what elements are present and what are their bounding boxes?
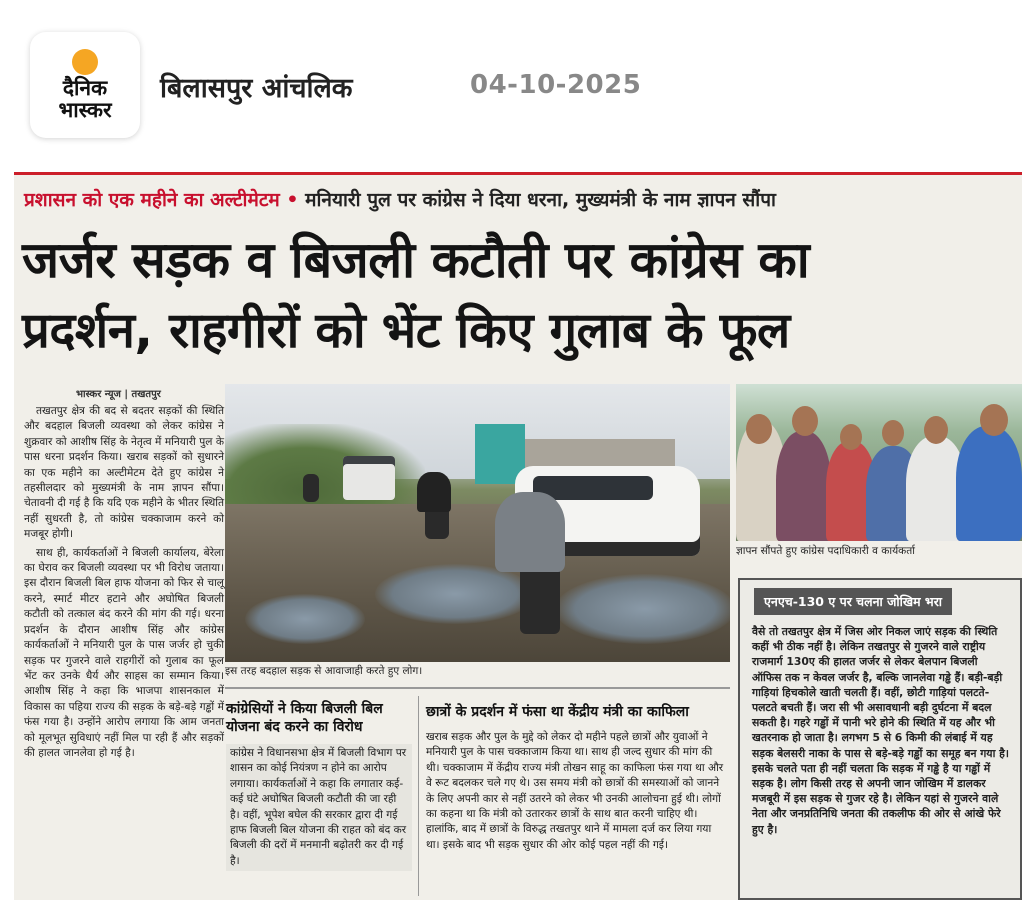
secondary-article-body: खराब सड़क और पुल के मुद्दे को लेकर दो महीने पहले छात्रों और युवाओं ने मनियारी पुल के पास चक्काजाम किया था। साथ ही जल्द सुधार की मांग की थी। चक्काजाम में केंद्रीय राज्य मंत्री तोखन साहू का काफिला फंस गया था और वे रूट बदलकर चले गए थे। उस समय मंत्री को छात्रों की समस्याओं को जानने के लिए अपनी कार से नहीं उतरने को लेकर भी उनकी आलोचना हुई थी। लोगों का कहना था कि मंत्री को उतारकर छात्रों के साथ बात करनी चाहिए थी। हालांकि, बाद में छात्रों के विरुद्ध तखतपुर थाने में मामला दर्ज कर लिया गया था। इसके बाद भी सड़क सुधार की ओर कोई पहल नहीं की गई।	[426, 731, 724, 851]
secondary-article-headline: छात्रों के प्रदर्शन में फंसा था केंद्रीय मंत्री का काफिला	[426, 704, 689, 720]
logo-text-line2: भास्कर	[58, 98, 112, 122]
road-photo-caption: इस तरह बदहाल सड़क से आवाजाही करते हुए लोग।	[225, 665, 423, 677]
headline-line2: प्रदर्शन, राहगीरों को भेंट किए गुलाब के फूल	[22, 302, 790, 359]
top-rule	[14, 172, 1022, 175]
app-header	[0, 0, 1024, 160]
kicker	[24, 186, 776, 212]
van-shape	[343, 456, 395, 500]
body-paragraph-1: तखतपुर क्षेत्र की बद से बदतर सड़कों की स्थिति और बदहाल बिजली व्यवस्था को लेकर कांग्रेस ने शुक्रवार को आशीष सिंह के नेतृत्व में मनियारी पुल के पास धरना प्रदर्शन किया। खराब सड़कों को सुधारने का एक महीने का अल्टीमेटम देते हुए कांग्रेस ने तहसीलदार को मुख्यमंत्री के नाम ज्ञापन सौंपा। चेतावनी दी गई है कि यदि एक महीने के भीतर स्थिति नहीं सुधरती है, तो कांग्रेस चक्काजाम करने को मजबूर होगी।	[24, 405, 224, 541]
highlight-box	[738, 578, 1022, 900]
kicker-subhead: मनियारी पुल पर कांग्रेस ने दिया धरना, मुख्यमंत्री के नाम ज्ञापन सौंपा	[298, 189, 776, 211]
edition-date: 04-10-2025	[470, 70, 642, 100]
main-body-column	[24, 404, 224, 764]
body-paragraph-2: साथ ही, कार्यकर्ताओं ने बिजली कार्यालय, बेरेला का घेराव कर बिजली व्यवस्था पर भी विरोध जताया। इस दौरान बिजली बिल हाफ योजना को फिर से चालू करने, स्मार्ट मीटर हटाने और अघोषित बिजली कटौती को तत्काल बंद करने की मांग की गई। धरना प्रदर्शन के दौरान आशीष सिंह और कांग्रेस कार्यकर्ताओं ने मनियारी पुल के पास जर्जर हो चुकी सड़क पर गुजरने वाले राहगीरों को गुलाब का फूल भेंट कर उनके धैर्य और साहस का सम्मान किया। आशीष सिंह ने कहा कि भाजपा शासनकाल में विकास का पहिया राज्य की सड़क के बड़े-बड़े गड्ढों में फंस गया है। उन्होंने आरोप लगाया कि आम जनता को मूलभूत सुविधाएं नहीं मिल पा रही हैं और सड़कों की हालत जानलेवा हो गई है।	[24, 546, 224, 759]
memorandum-photo-caption: ज्ञापन सौंपते हुए कांग्रेस पदाधिकारी व कार्यकर्ता	[736, 545, 915, 557]
section-divider	[225, 687, 730, 689]
logo-text-line1: दैनिक	[62, 76, 108, 100]
road-photo	[225, 384, 730, 662]
dainik-bhaskar-logo[interactable]	[30, 32, 140, 138]
edition-title: बिलासपुर आंचलिक	[160, 73, 353, 104]
memorandum-photo	[736, 384, 1022, 541]
sidebar-article-body: कांग्रेस ने विधानसभा क्षेत्र में बिजली विभाग पर शासन का कोई नियंत्रण न होने का आरोप लगाया। कार्यकर्ताओं ने कहा कि लगातार कई-कई घंटे अघोषित बिजली कटौती की जा रही है। वहीं, भूपेश बघेल की सरकार द्वारा दी गई हाफ बिजली बिल योजना की राहत को बंद कर बिजली की दरों में मनमानी बढ़ोतरी कर दी गई है।	[226, 744, 412, 871]
kicker-red: प्रशासन को एक महीने का अल्टीमेटम •	[24, 189, 299, 211]
highlight-box-tag: एनएच-130 ए पर चलना जोखिम भरा	[754, 588, 952, 615]
newspaper-page	[14, 172, 1022, 900]
column-divider	[418, 696, 419, 896]
headline-line1: जर्जर सड़क व बिजली कटौती पर कांग्रेस का	[22, 231, 810, 289]
byline: भास्कर न्यूज | तखतपुर	[76, 389, 161, 400]
highlight-box-text: वैसे तो तखतपुर क्षेत्र में जिस ओर निकल जाएं सड़क की स्थिति कहीं भी ठीक नहीं है। लेकिन तखतपुर से गुजरने वाले राष्ट्रीय राजमार्ग 130ए की हालत जर्जर से लेकर बेलपान बिजली ऑफिस तक न केवल जर्जर है, बल्कि जानलेवा गड्ढे हैं। बड़ी-बड़ी गाड़ियां हिचकोले खाती चलती हैं। वहीं, छोटी गाड़ियां पलटते-पलटते बचती हैं। जरा सी भी असावधानी बड़ी दुर्घटना में बदल सकती है। गहरे गड्ढों में पानी भरे होने की स्थिति में यह और भी खतरनाक हो जाता है। लगभग 5 से 6 किमी की लंबाई में यह सड़क बेलसरी नाका के पास से बड़े-बड़े गड्ढों का समूह बन गया है। इसके चलते पता ही नहीं चलता कि सड़क में गड्ढे है या गड्ढों में सड़क है। लोग किसी तरह से अपनी जान जोखिम में डालकर मजबूरी में इस सड़क से गुजर रहे है। लेकिन यहां से गुजरने वाले नेता और जनप्रतिनिधि जनता की तकलीफ की ओर से आंखे फेरे हुए है।	[752, 625, 1009, 836]
sidebar-article-headline: कांग्रेसियों ने किया बिजली बिल योजना बंद करने का विरोध	[226, 701, 383, 735]
logo-sun-icon	[72, 49, 98, 75]
